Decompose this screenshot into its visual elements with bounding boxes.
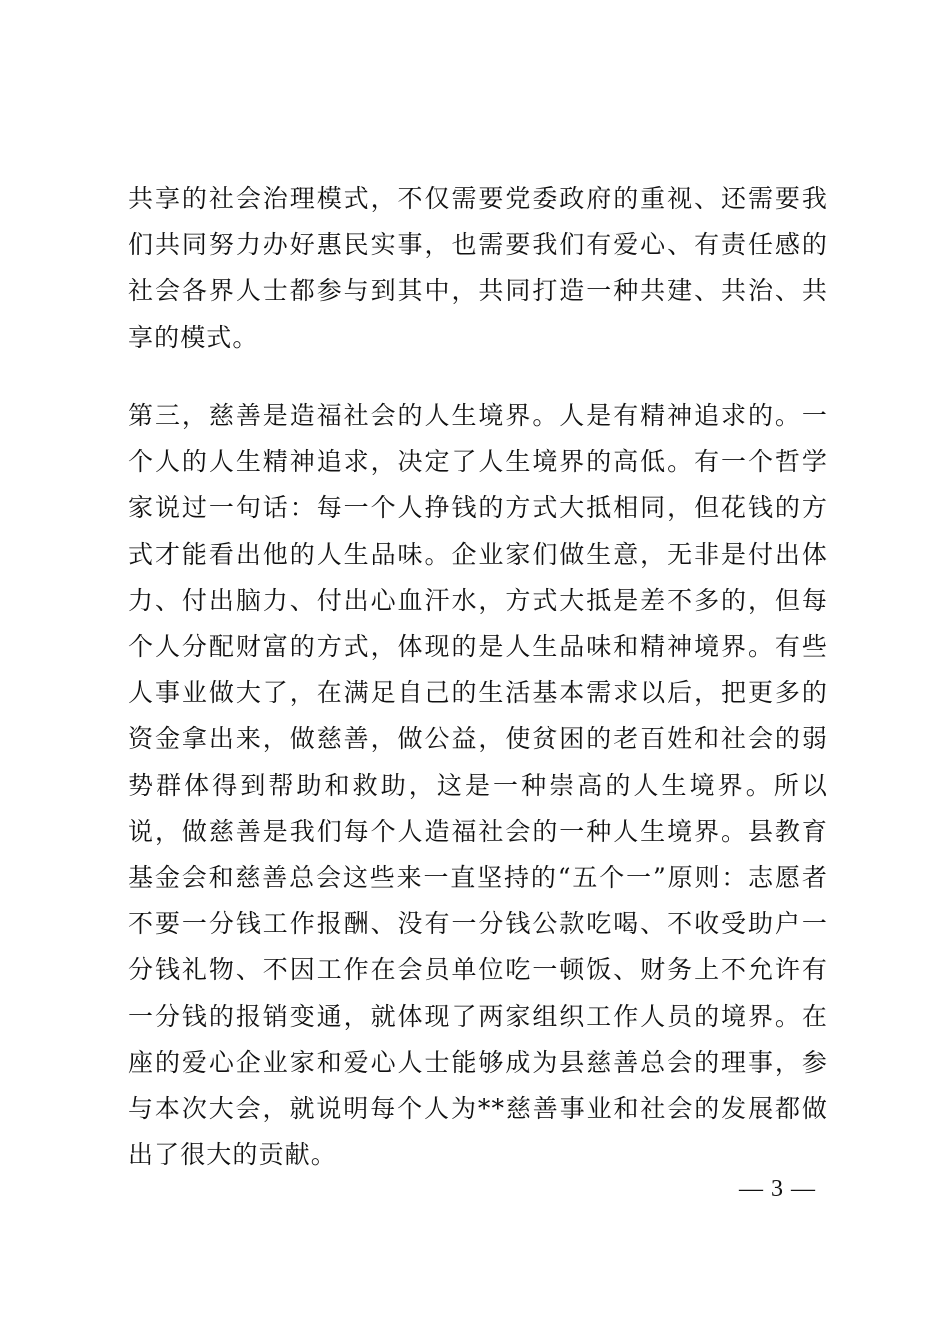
page-number: — 3 —: [739, 1176, 816, 1202]
paragraph-continued: 共享的社会治理模式，不仅需要党委政府的重视、还需要我们共同努力办好惠民实事，也需要我们有爱心、有责任感的社会各界人士都参与到其中，共同打造一种共建、共治、共享的模式。: [128, 184, 828, 352]
paragraph-third-point: 第三，慈善是造福社会的人生境界。人是有精神追求的。一个人的人生精神追求，决定了人生境界的高低。有一个哲学家说过一句话：每一个人挣钱的方式大抵相同，但花钱的方式才能看出他的人生品味。企业家们做生意，无非是付出体力、付出脑力、付出心血汗水，方式大抵是差不多的，但每个人分配财富的方式，体现的是人生品味和精神境界。有些人事业做大了，在满足自己的生活基本需求以后，把更多的资金拿出来，做慈善，做公益，使贫困的老百姓和社会的弱势群体得到帮助和救助，这是一种崇高的人生境界。所以说，做慈善是我们每个人造福社会的一种人生境界。县教育基金会和慈善总会这些来一直坚持的“五个一”原则：志愿者不要一分钱工作报酬、没有一分钱公款吃喝、不收受助户一分钱礼物、不因工作在会员单位吃一顿饭、财务上不允许有一分钱的报销变通，就体现了两家组织工作人员的境界。在座的爱心企业家和爱心人士能够成为县慈善总会的理事，参与本次大会，就说明每个人为**慈善事业和社会的发展都做出了很大的贡献。: [128, 401, 828, 1170]
